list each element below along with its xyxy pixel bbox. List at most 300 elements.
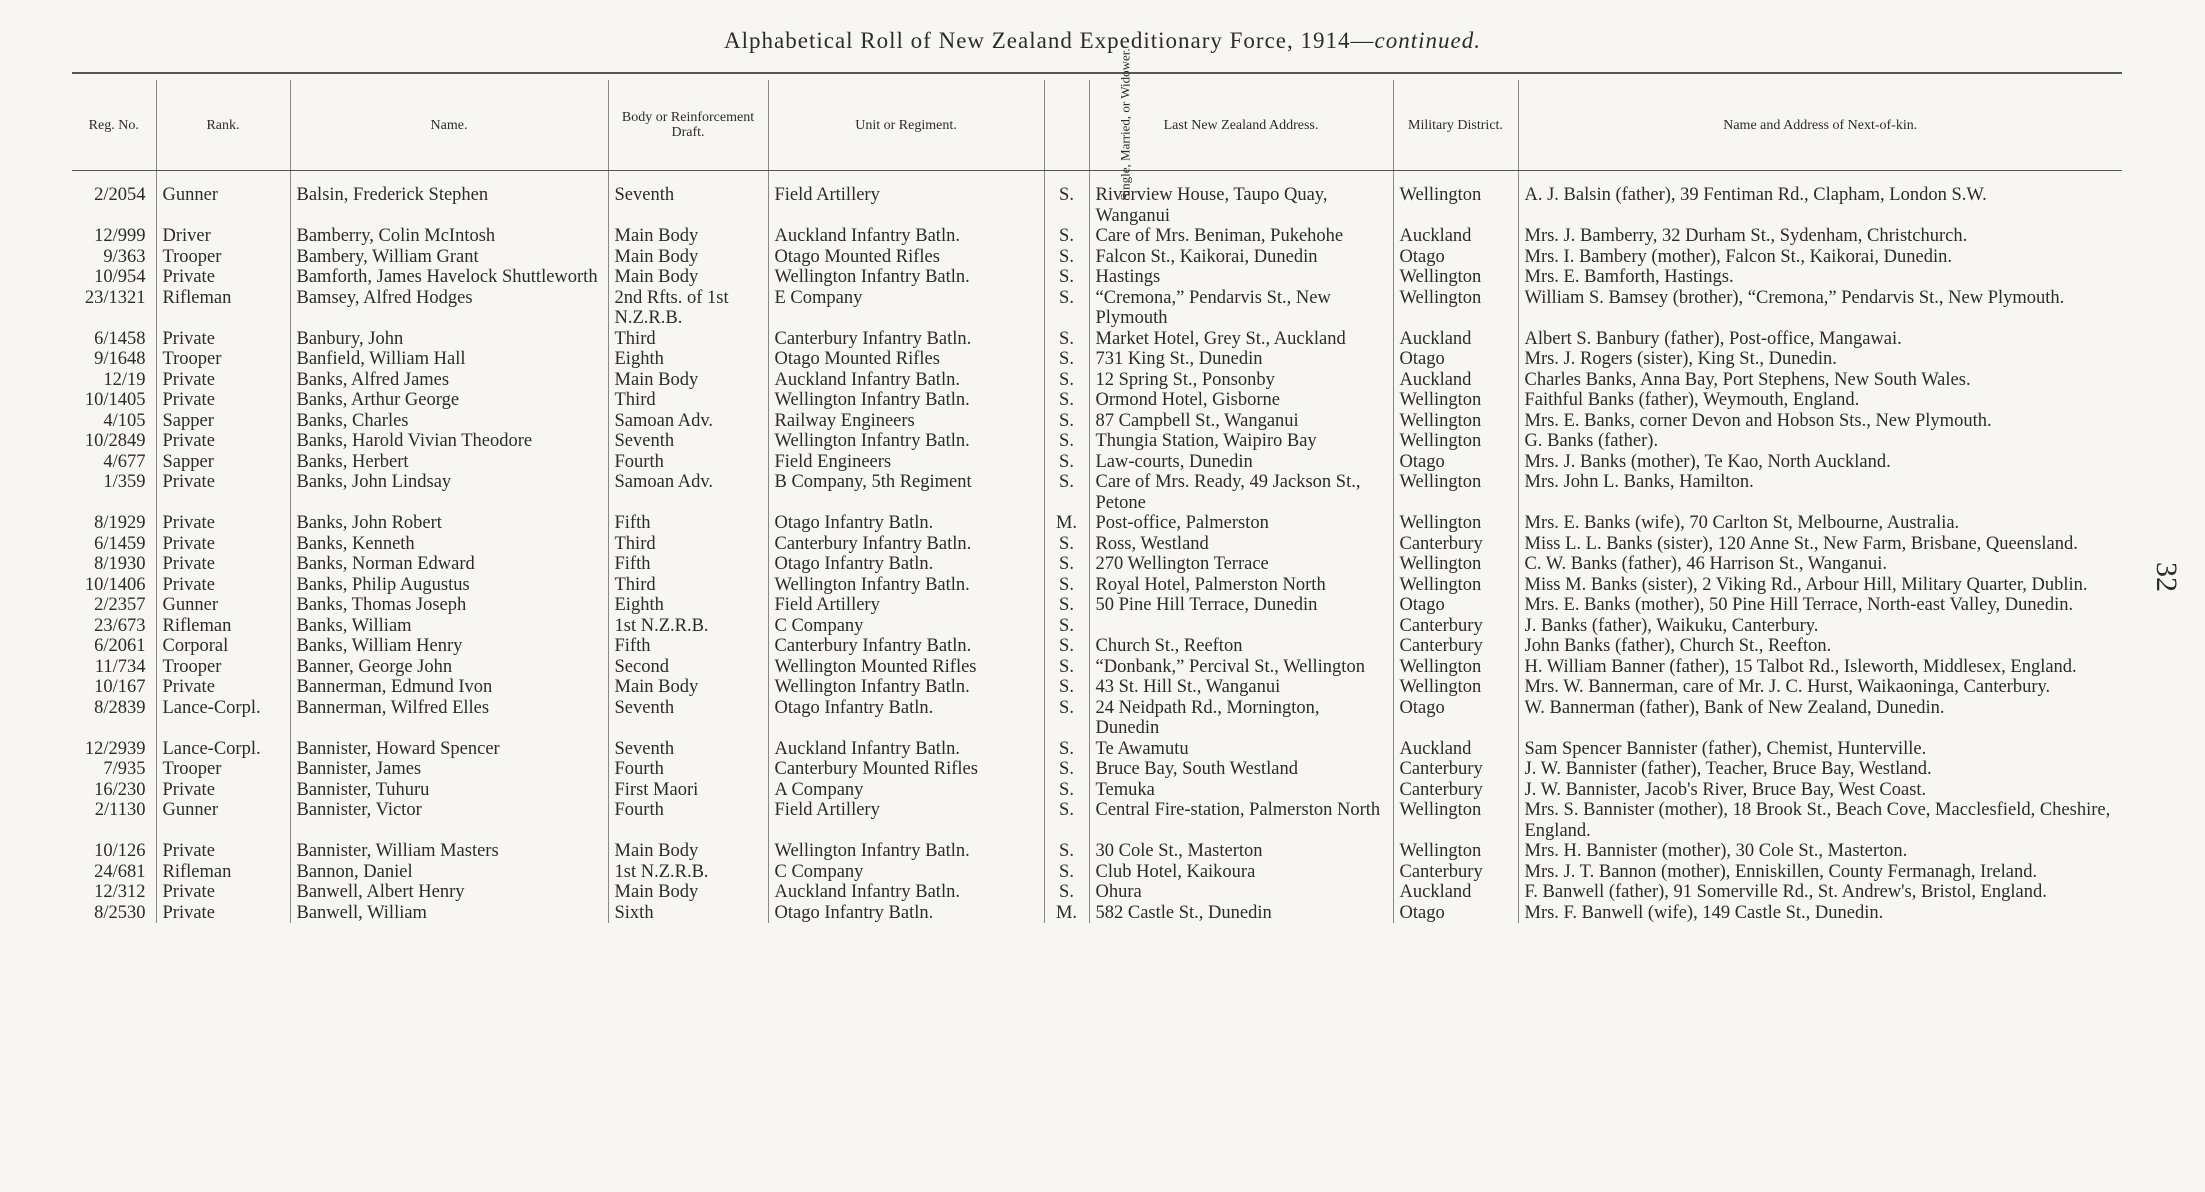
kin-cell: Mrs. J. T. Bannon (mother), Enniskillen, County Fermanagh, Ireland. [1524, 861, 2038, 882]
reg-no-cell: 12/19 [72, 370, 156, 391]
header-district: Military District. [1393, 80, 1518, 171]
body-cell: Third [608, 575, 768, 596]
district-cell: Wellington [1393, 841, 1518, 862]
address-cell: Ohura [1089, 882, 1393, 903]
table-row [72, 616, 2122, 637]
kin-cell: Mrs. S. Bannister (mother), 18 Brook St., Beach Cove, Macclesfield, Cheshire, England. [1524, 800, 2111, 841]
header-kin: Name and Address of Next-of-kin. [1518, 80, 2122, 171]
body-cell: Fourth [608, 800, 768, 841]
body-cell: First Maori [608, 780, 768, 801]
header-row [72, 80, 2122, 171]
reg-no-cell: 2/2054 [72, 171, 156, 227]
status-cell: S. [1044, 452, 1089, 473]
name-cell: Banks, Harold Vivian Theodore [290, 431, 608, 452]
kin-cell: William S. Bamsey (brother), “Cremona,” Pendarvis St., New Plymouth. [1524, 287, 2065, 308]
district-cell: Wellington [1393, 800, 1518, 841]
unit-cell: Otago Infantry Batln. [768, 698, 1044, 739]
district-cell: Wellington [1393, 288, 1518, 329]
district-cell: Canterbury [1393, 616, 1518, 637]
district-cell: Wellington [1393, 554, 1518, 575]
address-cell: Te Awamutu [1089, 739, 1393, 760]
reg-no-cell: 8/1930 [72, 554, 156, 575]
body-cell: Main Body [608, 882, 768, 903]
district-cell: Canterbury [1393, 862, 1518, 883]
body-cell: Second [608, 657, 768, 678]
rank-cell: Gunner [156, 171, 290, 227]
district-cell: Auckland [1393, 882, 1518, 903]
kin-cell: Mrs. F. Banwell (wife), 149 Castle St., Dunedin. [1524, 902, 1884, 923]
page-title-continued: continued. [1374, 28, 1481, 53]
table-row [72, 349, 2122, 370]
rank-cell: Private [156, 390, 290, 411]
address-cell: Temuka [1089, 780, 1393, 801]
table-row [72, 657, 2122, 678]
unit-cell: Wellington Infantry Batln. [768, 677, 1044, 698]
table-row [72, 431, 2122, 452]
kin-cell: W. Bannerman (father), Bank of New Zealand, Dunedin. [1524, 697, 1945, 718]
name-cell: Banks, Herbert [290, 452, 608, 473]
name-cell: Banfield, William Hall [290, 349, 608, 370]
reg-no-cell: 23/673 [72, 616, 156, 637]
reg-no-cell: 8/2530 [72, 903, 156, 924]
reg-no-cell: 6/1458 [72, 329, 156, 350]
address-cell: Church St., Reefton [1089, 636, 1393, 657]
district-cell: Otago [1393, 452, 1518, 473]
table-row [72, 329, 2122, 350]
name-cell: Bamsey, Alfred Hodges [290, 288, 608, 329]
body-cell: Third [608, 329, 768, 350]
status-cell: S. [1044, 554, 1089, 575]
unit-cell: Canterbury Infantry Batln. [768, 329, 1044, 350]
table-row [72, 698, 2122, 739]
rank-cell: Private [156, 370, 290, 391]
name-cell: Bannerman, Wilfred Elles [290, 698, 608, 739]
name-cell: Banks, Norman Edward [290, 554, 608, 575]
district-cell: Otago [1393, 698, 1518, 739]
kin-cell: Mrs. H. Bannister (mother), 30 Cole St., Masterton. [1524, 841, 1908, 861]
status-cell: S. [1044, 759, 1089, 780]
body-cell: Main Body [608, 267, 768, 288]
district-cell: Auckland [1393, 226, 1518, 247]
table-row [72, 513, 2122, 534]
body-cell: 1st N.Z.R.B. [608, 862, 768, 883]
unit-cell: Canterbury Infantry Batln. [768, 636, 1044, 657]
reg-no-cell: 11/734 [72, 657, 156, 678]
unit-cell: Wellington Mounted Rifles [768, 657, 1044, 678]
name-cell: Banks, Alfred James [290, 370, 608, 391]
rank-cell: Driver [156, 226, 290, 247]
rank-cell: Lance-Corpl. [156, 739, 290, 760]
unit-cell: Otago Infantry Batln. [768, 513, 1044, 534]
unit-cell: Canterbury Infantry Batln. [768, 534, 1044, 555]
rank-cell: Rifleman [156, 288, 290, 329]
table-row [72, 226, 2122, 247]
status-cell: S. [1044, 390, 1089, 411]
kin-cell: Mrs. W. Bannerman, care of Mr. J. C. Hurst, Waikaoninga, Canterbury. [1524, 677, 2051, 697]
district-cell: Auckland [1393, 370, 1518, 391]
header-status [1044, 47, 1133, 201]
reg-no-cell: 2/1130 [72, 800, 156, 841]
kin-cell: John Banks (father), Church St., Reefton. [1524, 636, 1832, 656]
roll-table [72, 47, 2122, 923]
unit-cell: Auckland Infantry Batln. [768, 226, 1044, 247]
kin-cell: F. Banwell (father), 91 Somerville Rd., St. Andrew's, Bristol, England. [1524, 882, 2047, 902]
table-row [72, 595, 2122, 616]
name-cell: Bannon, Daniel [290, 862, 608, 883]
reg-no-cell: 10/2849 [72, 431, 156, 452]
status-cell: S. [1044, 862, 1089, 883]
district-cell: Canterbury [1393, 759, 1518, 780]
status-cell: S. [1044, 780, 1089, 801]
body-cell: 2nd Rfts. of 1st N.Z.R.B. [608, 288, 768, 329]
table-row [72, 780, 2122, 801]
body-cell: Fifth [608, 554, 768, 575]
reg-no-cell: 24/681 [72, 862, 156, 883]
unit-cell: A Company [768, 780, 1044, 801]
table-row [72, 472, 2122, 513]
district-cell: Wellington [1393, 677, 1518, 698]
district-cell: Otago [1393, 349, 1518, 370]
status-cell: S. [1044, 677, 1089, 698]
address-cell: Thungia Station, Waipiro Bay [1089, 431, 1393, 452]
address-cell: Hastings [1089, 267, 1393, 288]
unit-cell: Canterbury Mounted Rifles [768, 759, 1044, 780]
table-row [72, 554, 2122, 575]
address-cell: Market Hotel, Grey St., Auckland [1089, 329, 1393, 350]
body-cell: Sixth [608, 903, 768, 924]
name-cell: Banks, Thomas Joseph [290, 595, 608, 616]
address-cell: 87 Campbell St., Wanganui [1089, 411, 1393, 432]
status-cell: M. [1044, 513, 1089, 534]
table-row [72, 841, 2122, 862]
status-cell: S. [1044, 171, 1089, 227]
body-cell: 1st N.Z.R.B. [608, 616, 768, 637]
rank-cell: Sapper [156, 411, 290, 432]
table-row [72, 288, 2122, 329]
reg-no-cell: 2/2357 [72, 595, 156, 616]
table-row [72, 171, 2122, 227]
rank-cell: Private [156, 677, 290, 698]
reg-no-cell: 10/1406 [72, 575, 156, 596]
body-cell: Main Body [608, 677, 768, 698]
body-cell: Seventh [608, 739, 768, 760]
reg-no-cell: 1/359 [72, 472, 156, 513]
reg-no-cell: 12/999 [72, 226, 156, 247]
table-row [72, 534, 2122, 555]
unit-cell: Otago Infantry Batln. [768, 554, 1044, 575]
name-cell: Bannister, Howard Spencer [290, 739, 608, 760]
reg-no-cell: 10/954 [72, 267, 156, 288]
unit-cell: Wellington Infantry Batln. [768, 841, 1044, 862]
page-title-main: Alphabetical Roll of New Zealand Expeditionary Force, 1914— [724, 28, 1375, 53]
unit-cell: Field Artillery [768, 171, 1044, 227]
unit-cell: Otago Mounted Rifles [768, 349, 1044, 370]
table-row [72, 411, 2122, 432]
unit-cell: Railway Engineers [768, 411, 1044, 432]
address-cell: Riverview House, Taupo Quay, Wanganui [1089, 171, 1393, 227]
district-cell: Wellington [1393, 390, 1518, 411]
unit-cell: Field Engineers [768, 452, 1044, 473]
status-cell: S. [1044, 739, 1089, 760]
district-cell: Auckland [1393, 739, 1518, 760]
header-status-label: Single, Married, or Widower. [1117, 47, 1133, 201]
reg-no-cell: 8/1929 [72, 513, 156, 534]
rank-cell: Private [156, 329, 290, 350]
kin-cell: Mrs. I. Bambery (mother), Falcon St., Kaikorai, Dunedin. [1524, 246, 1952, 267]
body-cell: Main Body [608, 370, 768, 391]
table-row [72, 903, 2122, 924]
status-cell: S. [1044, 411, 1089, 432]
table-row [72, 739, 2122, 760]
top-rule [72, 72, 2122, 74]
kin-cell: Sam Spencer Bannister (father), Chemist, Hunterville. [1524, 738, 1927, 759]
unit-cell: Auckland Infantry Batln. [768, 739, 1044, 760]
reg-no-cell: 16/230 [72, 780, 156, 801]
name-cell: Bamforth, James Havelock Shuttleworth [290, 267, 608, 288]
district-cell: Wellington [1393, 171, 1518, 227]
name-cell: Banwell, William [290, 903, 608, 924]
unit-cell: C Company [768, 616, 1044, 637]
table-row [72, 247, 2122, 268]
rank-cell: Trooper [156, 657, 290, 678]
rank-cell: Private [156, 472, 290, 513]
rank-cell: Trooper [156, 247, 290, 268]
body-cell: Fifth [608, 513, 768, 534]
kin-cell: Mrs. E. Bamforth, Hastings. [1524, 267, 1734, 287]
table-row [72, 759, 2122, 780]
body-cell: Seventh [608, 431, 768, 452]
rank-cell: Trooper [156, 349, 290, 370]
address-cell: 50 Pine Hill Terrace, Dunedin [1089, 595, 1393, 616]
status-cell: S. [1044, 247, 1089, 268]
body-cell: Seventh [608, 698, 768, 739]
rank-cell: Gunner [156, 800, 290, 841]
unit-cell: Wellington Infantry Batln. [768, 575, 1044, 596]
reg-no-cell: 10/167 [72, 677, 156, 698]
rank-cell: Private [156, 267, 290, 288]
rank-cell: Private [156, 903, 290, 924]
table-row [72, 677, 2122, 698]
status-cell: M. [1044, 903, 1089, 924]
kin-cell: J. W. Bannister (father), Teacher, Bruce Bay, Westland. [1524, 759, 1932, 779]
unit-cell: Field Artillery [768, 800, 1044, 841]
reg-no-cell: 7/935 [72, 759, 156, 780]
kin-cell: Faithful Banks (father), Weymouth, England. [1524, 390, 1860, 410]
status-cell: S. [1044, 698, 1089, 739]
table-row [72, 800, 2122, 841]
rank-cell: Private [156, 780, 290, 801]
address-cell: Central Fire-station, Palmerston North [1089, 800, 1393, 841]
name-cell: Banner, George John [290, 657, 608, 678]
district-cell: Wellington [1393, 472, 1518, 513]
status-cell: S. [1044, 534, 1089, 555]
header-body: Body or Reinforcement Draft. [608, 80, 768, 171]
district-cell: Canterbury [1393, 534, 1518, 555]
rank-cell: Private [156, 554, 290, 575]
body-cell: Fourth [608, 452, 768, 473]
status-cell: S. [1044, 472, 1089, 513]
rank-cell: Private [156, 534, 290, 555]
name-cell: Banks, John Robert [290, 513, 608, 534]
body-cell: Fifth [608, 636, 768, 657]
name-cell: Bannister, James [290, 759, 608, 780]
kin-cell: Mrs. J. Banks (mother), Te Kao, North Auckland. [1524, 451, 1891, 472]
rank-cell: Private [156, 575, 290, 596]
rank-cell: Gunner [156, 595, 290, 616]
status-cell: S. [1044, 349, 1089, 370]
roll-body [72, 171, 2122, 924]
status-cell: S. [1044, 636, 1089, 657]
name-cell: Bannister, Tuhuru [290, 780, 608, 801]
kin-cell: Mrs. J. Rogers (sister), King St., Dunedin. [1524, 349, 1837, 369]
address-cell: Care of Mrs. Beniman, Pukehohe [1089, 226, 1393, 247]
kin-cell: Charles Banks, Anna Bay, Port Stephens, New South Wales. [1524, 369, 1971, 390]
status-cell: S. [1044, 841, 1089, 862]
kin-cell: Miss M. Banks (sister), 2 Viking Rd., Arbour Hill, Military Quarter, Dublin. [1524, 574, 2088, 595]
district-cell: Canterbury [1393, 780, 1518, 801]
address-cell: Post-office, Palmerston [1089, 513, 1393, 534]
address-cell: 270 Wellington Terrace [1089, 554, 1393, 575]
district-cell: Otago [1393, 595, 1518, 616]
reg-no-cell: 23/1321 [72, 288, 156, 329]
reg-no-cell: 10/126 [72, 841, 156, 862]
rank-cell: Private [156, 513, 290, 534]
status-cell: S. [1044, 226, 1089, 247]
reg-no-cell: 6/1459 [72, 534, 156, 555]
kin-cell: Mrs. E. Banks, corner Devon and Hobson Sts., New Plymouth. [1524, 410, 1992, 431]
district-cell: Otago [1393, 247, 1518, 268]
name-cell: Banks, John Lindsay [290, 472, 608, 513]
table-row [72, 452, 2122, 473]
body-cell: Main Body [608, 841, 768, 862]
status-cell: S. [1044, 616, 1089, 637]
status-cell: S. [1044, 800, 1089, 841]
name-cell: Bamberry, Colin McIntosh [290, 226, 608, 247]
reg-no-cell: 8/2839 [72, 698, 156, 739]
kin-cell: Mrs. E. Banks (wife), 70 Carlton St, Melbourne, Australia. [1524, 513, 1960, 533]
body-cell: Main Body [608, 226, 768, 247]
table-row [72, 370, 2122, 391]
table-row [72, 862, 2122, 883]
unit-cell: Field Artillery [768, 595, 1044, 616]
rank-cell: Corporal [156, 636, 290, 657]
status-cell: S. [1044, 288, 1089, 329]
district-cell: Wellington [1393, 431, 1518, 452]
status-cell: S. [1044, 431, 1089, 452]
unit-cell: E Company [768, 288, 1044, 329]
name-cell: Banbury, John [290, 329, 608, 350]
name-cell: Banks, Philip Augustus [290, 575, 608, 596]
address-cell: 24 Neidpath Rd., Mornington, Dunedin [1089, 698, 1393, 739]
header-address: Last New Zealand Address. [1089, 80, 1393, 171]
rank-cell: Private [156, 882, 290, 903]
reg-no-cell: 10/1405 [72, 390, 156, 411]
kin-cell: Miss L. L. Banks (sister), 120 Anne St., New Farm, Brisbane, Queensland. [1524, 533, 2078, 554]
kin-cell: Albert S. Banbury (father), Post-office, Mangawai. [1524, 328, 1902, 349]
name-cell: Bambery, William Grant [290, 247, 608, 268]
unit-cell: Auckland Infantry Batln. [768, 370, 1044, 391]
rank-cell: Private [156, 841, 290, 862]
body-cell: Samoan Adv. [608, 411, 768, 432]
reg-no-cell: 12/312 [72, 882, 156, 903]
page-title [0, 28, 2205, 54]
name-cell: Balsin, Frederick Stephen [290, 171, 608, 227]
status-cell: S. [1044, 882, 1089, 903]
district-cell: Wellington [1393, 411, 1518, 432]
reg-no-cell: 6/2061 [72, 636, 156, 657]
kin-cell: H. William Banner (father), 15 Talbot Rd., Isleworth, Middlesex, England. [1524, 656, 2077, 677]
unit-cell: Wellington Infantry Batln. [768, 390, 1044, 411]
unit-cell: Wellington Infantry Batln. [768, 267, 1044, 288]
status-cell: S. [1044, 575, 1089, 596]
address-cell: Club Hotel, Kaikoura [1089, 862, 1393, 883]
address-cell [1089, 616, 1393, 637]
header-name: Name. [290, 80, 608, 171]
table-row [72, 575, 2122, 596]
body-cell: Main Body [608, 247, 768, 268]
header-unit: Unit or Regiment. [768, 80, 1044, 171]
district-cell: Wellington [1393, 513, 1518, 534]
district-cell: Wellington [1393, 267, 1518, 288]
reg-no-cell: 9/1648 [72, 349, 156, 370]
rank-cell: Lance-Corpl. [156, 698, 290, 739]
kin-cell: G. Banks (father). [1524, 431, 1659, 451]
unit-cell: C Company [768, 862, 1044, 883]
status-cell: S. [1044, 267, 1089, 288]
table-row [72, 390, 2122, 411]
name-cell: Bannerman, Edmund Ivon [290, 677, 608, 698]
table-row [72, 267, 2122, 288]
header-rank: Rank. [156, 80, 290, 171]
district-cell: Wellington [1393, 657, 1518, 678]
reg-no-cell: 4/105 [72, 411, 156, 432]
status-cell: S. [1044, 595, 1089, 616]
district-cell: Canterbury [1393, 636, 1518, 657]
reg-no-cell: 4/677 [72, 452, 156, 473]
body-cell: Third [608, 534, 768, 555]
name-cell: Banks, William [290, 616, 608, 637]
address-cell: “Donbank,” Percival St., Wellington [1089, 657, 1393, 678]
name-cell: Bannister, William Masters [290, 841, 608, 862]
body-cell: Eighth [608, 595, 768, 616]
name-cell: Banks, Charles [290, 411, 608, 432]
unit-cell: Wellington Infantry Batln. [768, 431, 1044, 452]
table-row [72, 636, 2122, 657]
body-cell: Eighth [608, 349, 768, 370]
body-cell: Third [608, 390, 768, 411]
kin-cell: Mrs. J. Bamberry, 32 Durham St., Sydenham, Christchurch. [1524, 226, 1968, 246]
district-cell: Auckland [1393, 329, 1518, 350]
address-cell: 12 Spring St., Ponsonby [1089, 370, 1393, 391]
address-cell: 30 Cole St., Masterton [1089, 841, 1393, 862]
rank-cell: Rifleman [156, 616, 290, 637]
district-cell: Wellington [1393, 575, 1518, 596]
address-cell: “Cremona,” Pendarvis St., New Plymouth [1089, 288, 1393, 329]
name-cell: Bannister, Victor [290, 800, 608, 841]
rank-cell: Rifleman [156, 862, 290, 883]
unit-cell: Auckland Infantry Batln. [768, 882, 1044, 903]
address-cell: Bruce Bay, South Westland [1089, 759, 1393, 780]
reg-no-cell: 9/363 [72, 247, 156, 268]
unit-cell: Otago Infantry Batln. [768, 903, 1044, 924]
rank-cell: Private [156, 431, 290, 452]
status-cell: S. [1044, 657, 1089, 678]
rank-cell: Sapper [156, 452, 290, 473]
name-cell: Banwell, Albert Henry [290, 882, 608, 903]
kin-cell: J. Banks (father), Waikuku, Canterbury. [1524, 615, 1819, 636]
address-cell: Falcon St., Kaikorai, Dunedin [1089, 247, 1393, 268]
address-cell: 731 King St., Dunedin [1089, 349, 1393, 370]
